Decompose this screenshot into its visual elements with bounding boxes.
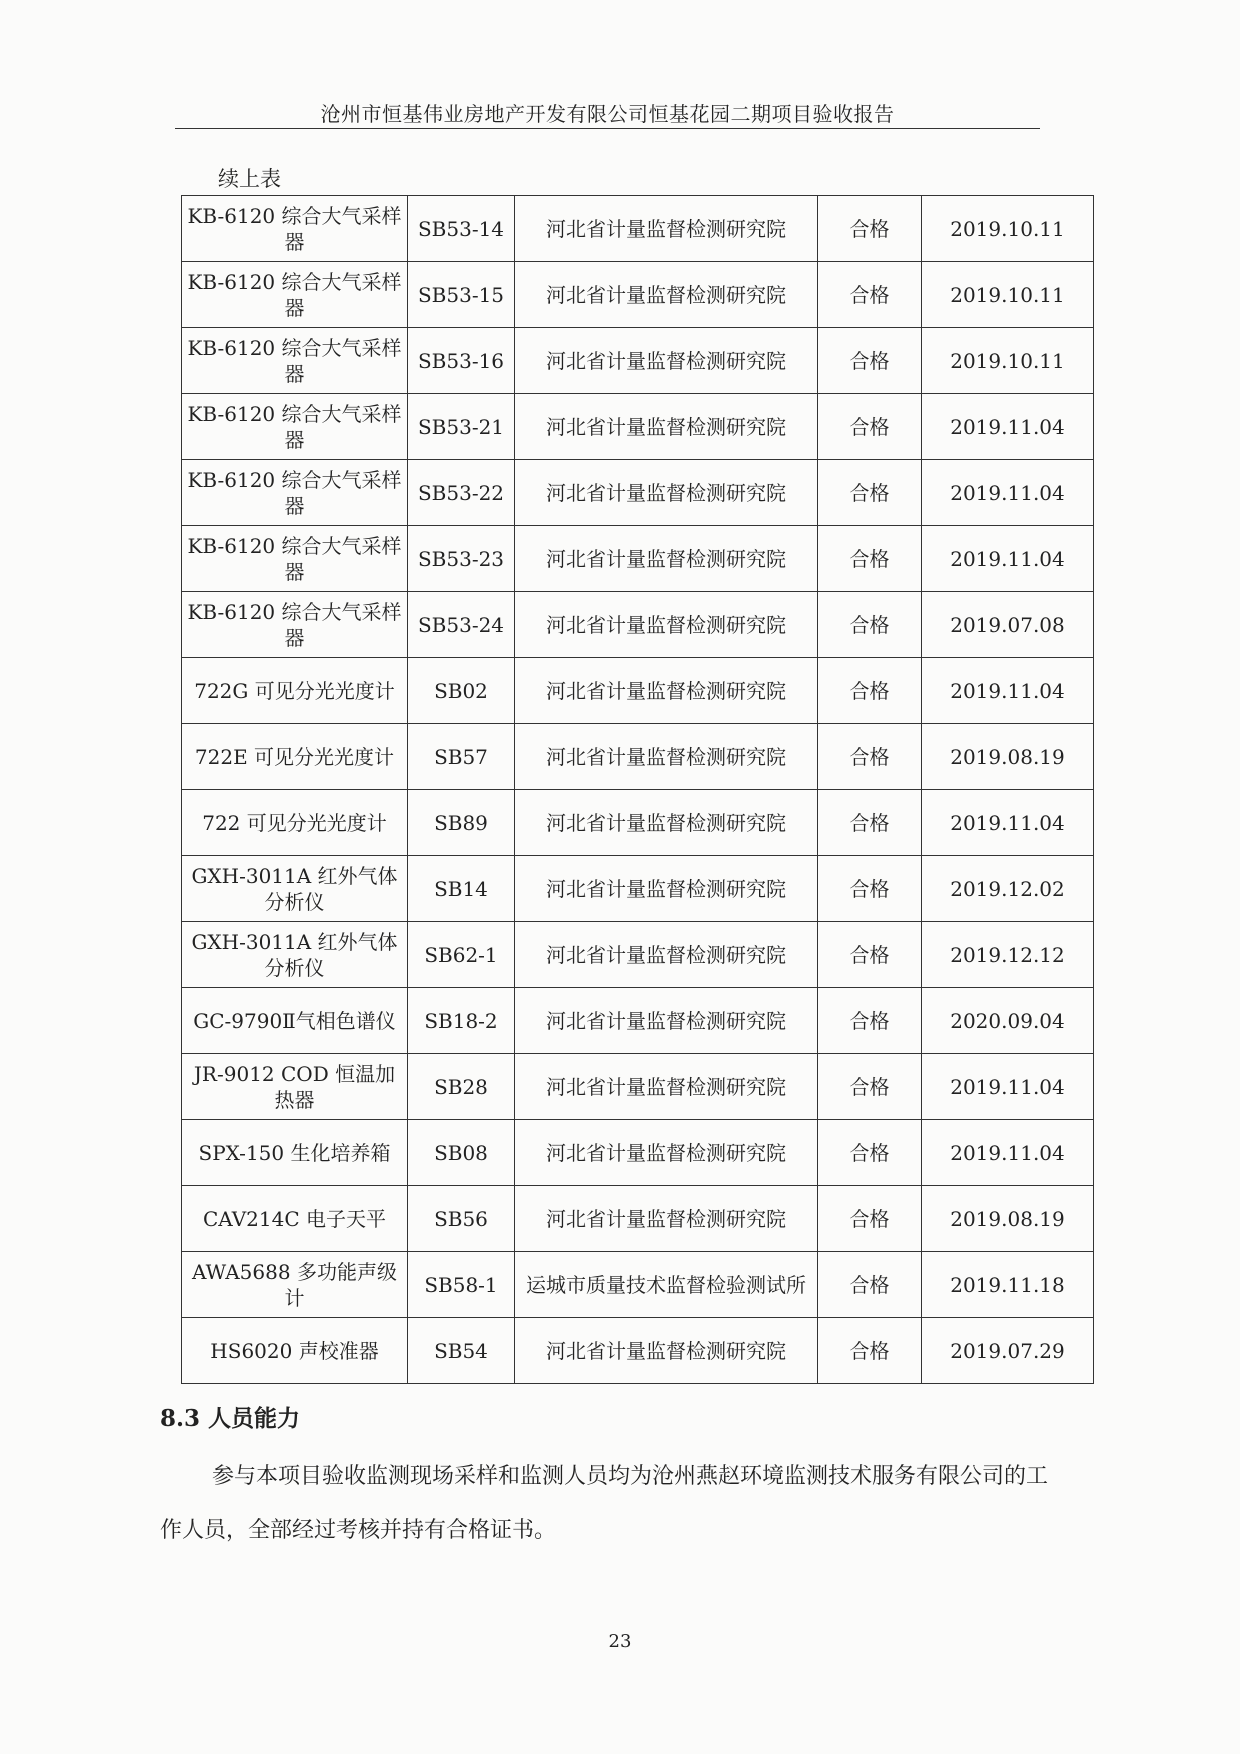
section-heading: 8.3 人员能力: [160, 1405, 301, 1432]
validity-date-cell: 2019.07.29: [922, 1318, 1094, 1384]
result-cell: 合格: [818, 856, 922, 922]
equipment-name-cell: KB-6120 综合大气采样器: [182, 262, 408, 328]
result-cell: 合格: [818, 394, 922, 460]
equipment-name-cell: KB-6120 综合大气采样器: [182, 328, 408, 394]
table-row: [182, 856, 1094, 922]
result-cell: 合格: [818, 460, 922, 526]
equipment-name-cell: GC-9790Ⅱ气相色谱仪: [182, 988, 408, 1054]
result-cell: 合格: [818, 1186, 922, 1252]
equipment-id-cell: SB89: [408, 790, 515, 856]
equipment-id-cell: SB02: [408, 658, 515, 724]
equipment-id-cell: SB53-15: [408, 262, 515, 328]
calibration-agency-cell: 河北省计量监督检测研究院: [515, 460, 818, 526]
equipment-id-cell: SB58-1: [408, 1252, 515, 1318]
equipment-id-cell: SB53-16: [408, 328, 515, 394]
equipment-name-cell: AWA5688 多功能声级计: [182, 1252, 408, 1318]
calibration-agency-cell: 河北省计量监督检测研究院: [515, 790, 818, 856]
calibration-agency-cell: 河北省计量监督检测研究院: [515, 196, 818, 262]
validity-date-cell: 2019.12.12: [922, 922, 1094, 988]
calibration-agency-cell: 河北省计量监督检测研究院: [515, 856, 818, 922]
calibration-agency-cell: 河北省计量监督检测研究院: [515, 1120, 818, 1186]
table-row: [182, 526, 1094, 592]
result-cell: 合格: [818, 196, 922, 262]
page-number: 23: [608, 1631, 632, 1652]
calibration-agency-cell: 河北省计量监督检测研究院: [515, 526, 818, 592]
equipment-id-cell: SB53-22: [408, 460, 515, 526]
equipment-name-cell: KB-6120 综合大气采样器: [182, 592, 408, 658]
equipment-id-cell: SB53-24: [408, 592, 515, 658]
validity-date-cell: 2019.11.04: [922, 526, 1094, 592]
result-cell: 合格: [818, 328, 922, 394]
table-row: [182, 658, 1094, 724]
equipment-id-cell: SB53-14: [408, 196, 515, 262]
validity-date-cell: 2019.10.11: [922, 262, 1094, 328]
equipment-id-cell: SB62-1: [408, 922, 515, 988]
validity-date-cell: 2019.07.08: [922, 592, 1094, 658]
validity-date-cell: 2019.11.04: [922, 1054, 1094, 1120]
equipment-name-cell: 722E 可见分光光度计: [182, 724, 408, 790]
equipment-name-cell: HS6020 声校准器: [182, 1318, 408, 1384]
equipment-name-cell: SPX-150 生化培养箱: [182, 1120, 408, 1186]
calibration-agency-cell: 运城市质量技术监督检验测试所: [515, 1252, 818, 1318]
table-row: [182, 1054, 1094, 1120]
equipment-name-cell: GXH-3011A 红外气体分析仪: [182, 856, 408, 922]
result-cell: 合格: [818, 790, 922, 856]
table-row: [182, 1252, 1094, 1318]
calibration-agency-cell: 河北省计量监督检测研究院: [515, 328, 818, 394]
calibration-agency-cell: 河北省计量监督检测研究院: [515, 1054, 818, 1120]
table-row: [182, 328, 1094, 394]
table-row: [182, 922, 1094, 988]
validity-date-cell: 2019.08.19: [922, 1186, 1094, 1252]
table-row: [182, 988, 1094, 1054]
section-paragraph: 参与本项目验收监测现场采样和监测人员均为沧州燕赵环境监测技术服务有限公司的工作人员，全部经过考核并持有合格证书。: [160, 1464, 1049, 1543]
table-caption: 续上表: [218, 167, 281, 191]
result-cell: 合格: [818, 1120, 922, 1186]
result-cell: 合格: [818, 724, 922, 790]
table-row: [182, 1318, 1094, 1384]
result-cell: 合格: [818, 1252, 922, 1318]
table-row: [182, 1186, 1094, 1252]
page-header-title: 沧州市恒基伟业房地产开发有限公司恒基花园二期项目验收报告: [320, 102, 895, 126]
validity-date-cell: 2019.12.02: [922, 856, 1094, 922]
equipment-name-cell: KB-6120 综合大气采样器: [182, 526, 408, 592]
equipment-id-cell: SB54: [408, 1318, 515, 1384]
calibration-agency-cell: 河北省计量监督检测研究院: [515, 988, 818, 1054]
result-cell: 合格: [818, 1318, 922, 1384]
equipment-name-cell: 722G 可见分光光度计: [182, 658, 408, 724]
result-cell: 合格: [818, 922, 922, 988]
validity-date-cell: 2019.11.04: [922, 658, 1094, 724]
equipment-name-cell: KB-6120 综合大气采样器: [182, 196, 408, 262]
validity-date-cell: 2019.10.11: [922, 196, 1094, 262]
equipment-id-cell: SB08: [408, 1120, 515, 1186]
equipment-id-cell: SB53-21: [408, 394, 515, 460]
calibration-agency-cell: 河北省计量监督检测研究院: [515, 1186, 818, 1252]
validity-date-cell: 2019.11.18: [922, 1252, 1094, 1318]
equipment-name-cell: KB-6120 综合大气采样器: [182, 394, 408, 460]
calibration-agency-cell: 河北省计量监督检测研究院: [515, 724, 818, 790]
result-cell: 合格: [818, 592, 922, 658]
calibration-agency-cell: 河北省计量监督检测研究院: [515, 922, 818, 988]
calibration-agency-cell: 河北省计量监督检测研究院: [515, 592, 818, 658]
validity-date-cell: 2019.10.11: [922, 328, 1094, 394]
table-row: [182, 262, 1094, 328]
result-cell: 合格: [818, 262, 922, 328]
equipment-name-cell: KB-6120 综合大气采样器: [182, 460, 408, 526]
validity-date-cell: 2019.11.04: [922, 460, 1094, 526]
equipment-id-cell: SB57: [408, 724, 515, 790]
table-row: [182, 196, 1094, 262]
equipment-id-cell: SB53-23: [408, 526, 515, 592]
equipment-id-cell: SB18-2: [408, 988, 515, 1054]
calibration-agency-cell: 河北省计量监督检测研究院: [515, 658, 818, 724]
calibration-agency-cell: 河北省计量监督检测研究院: [515, 262, 818, 328]
equipment-name-cell: CAV214C 电子天平: [182, 1186, 408, 1252]
table-row: [182, 394, 1094, 460]
validity-date-cell: 2020.09.04: [922, 988, 1094, 1054]
result-cell: 合格: [818, 988, 922, 1054]
equipment-name-cell: GXH-3011A 红外气体分析仪: [182, 922, 408, 988]
table-row: [182, 460, 1094, 526]
equipment-id-cell: SB56: [408, 1186, 515, 1252]
validity-date-cell: 2019.11.04: [922, 394, 1094, 460]
result-cell: 合格: [818, 1054, 922, 1120]
result-cell: 合格: [818, 526, 922, 592]
equipment-name-cell: 722 可见分光光度计: [182, 790, 408, 856]
calibration-agency-cell: 河北省计量监督检测研究院: [515, 394, 818, 460]
validity-date-cell: 2019.11.04: [922, 790, 1094, 856]
equipment-table: [181, 195, 1094, 1384]
result-cell: 合格: [818, 658, 922, 724]
table-row: [182, 790, 1094, 856]
table-row: [182, 724, 1094, 790]
calibration-agency-cell: 河北省计量监督检测研究院: [515, 1318, 818, 1384]
equipment-id-cell: SB28: [408, 1054, 515, 1120]
validity-date-cell: 2019.08.19: [922, 724, 1094, 790]
table-row: [182, 1120, 1094, 1186]
equipment-id-cell: SB14: [408, 856, 515, 922]
validity-date-cell: 2019.11.04: [922, 1120, 1094, 1186]
equipment-name-cell: JR-9012 COD 恒温加热器: [182, 1054, 408, 1120]
header-divider: [175, 128, 1040, 129]
table-row: [182, 592, 1094, 658]
